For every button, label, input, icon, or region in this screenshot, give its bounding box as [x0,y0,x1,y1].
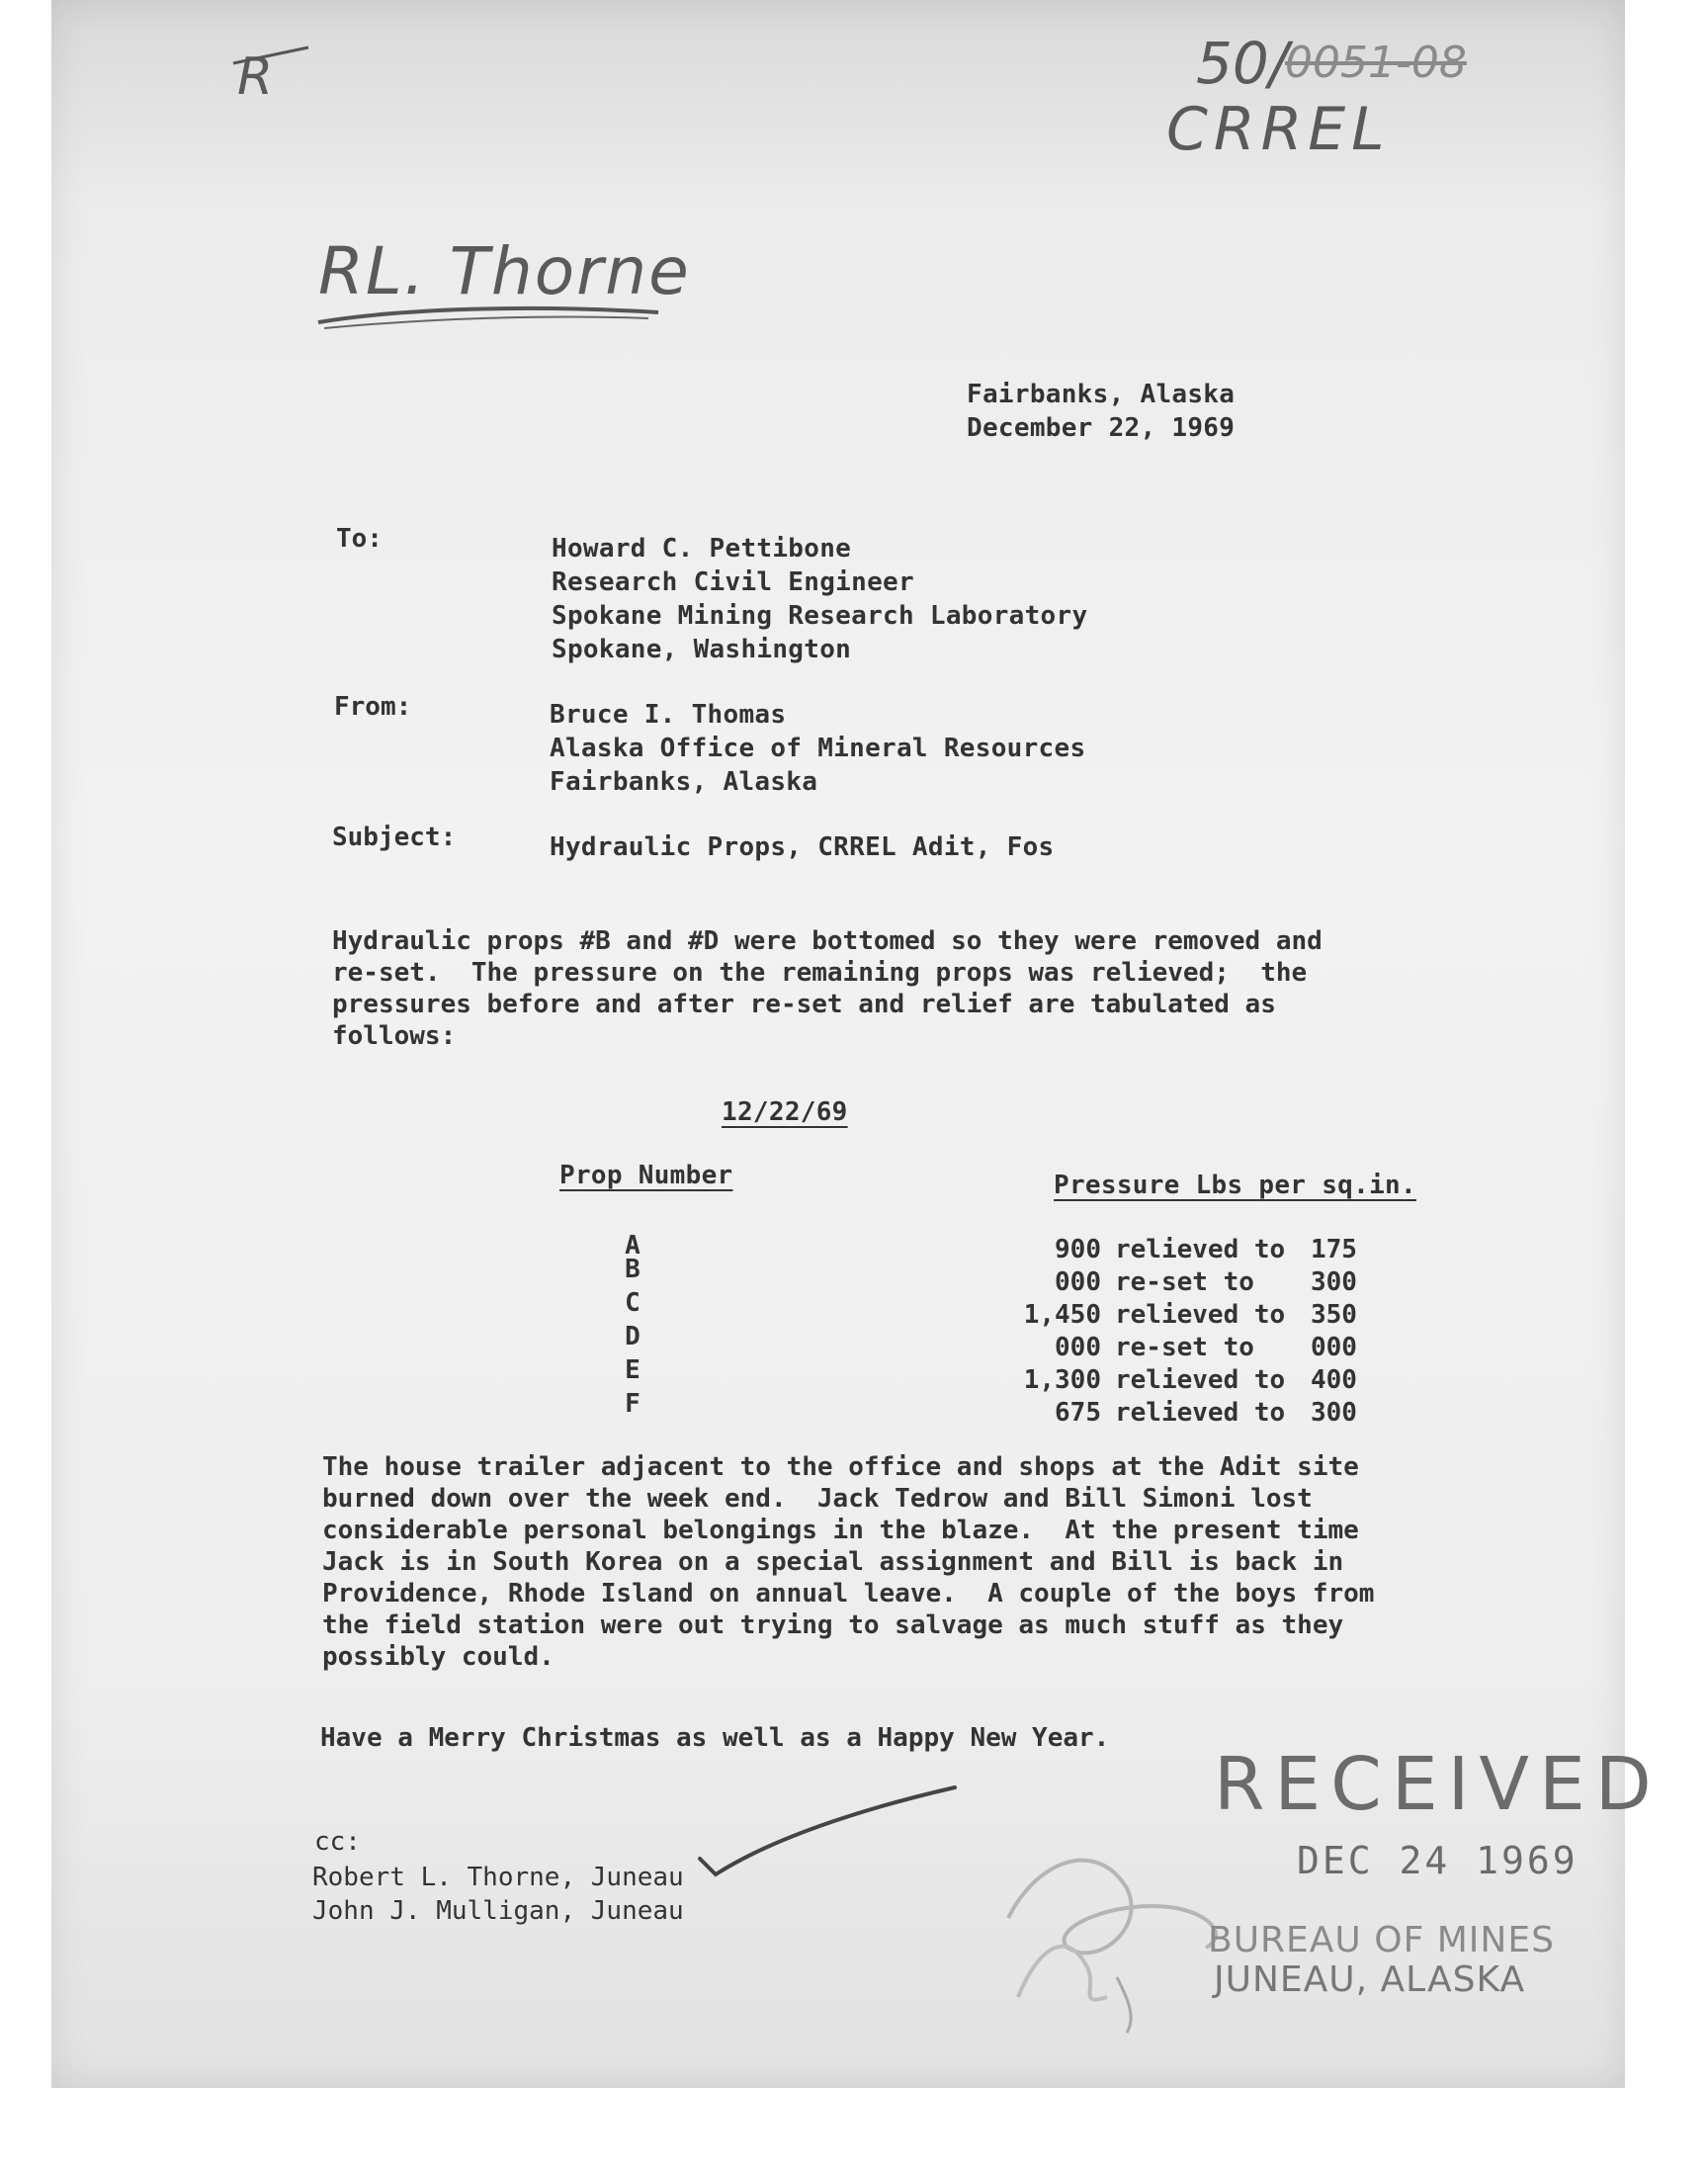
closing-line: Have a Merry Christmas as well as a Happy New Year. [320,1723,1110,1753]
pressure-before: 1,300 [1023,1365,1101,1395]
to-line-3: Spokane Mining Research Laboratory [552,601,1088,631]
prop-letter: F [625,1389,640,1419]
subject-label: Subject: [332,823,457,852]
body-line-5: Providence, Rhode Island on annual leave. A couple of the boys from [322,1579,1375,1609]
cc-label: cc: [314,1827,361,1857]
from-line-3: Fairbanks, Alaska [550,767,818,797]
top-right-reference-number: 50/ [1196,30,1289,97]
to-line-4: Spokane, Washington [552,635,852,664]
prop-letter: D [625,1322,640,1351]
intro-line-1: Hydraulic props #B and #D were bottomed so they were removed and [332,926,1323,956]
table-date: 12/22/69 [722,1097,848,1127]
from-line-2: Alaska Office of Mineral Resources [550,734,1086,763]
prop-letter: C [625,1288,640,1318]
subject-text: Hydraulic Props, CRREL Adit, Fos [550,832,1055,862]
letter-place: Fairbanks, Alaska [967,380,1236,409]
top-left-handwritten-mark: R [237,47,274,107]
pressure-after: 350 [1311,1300,1357,1330]
cc-line-1: Robert L. Thorne, Juneau [312,1863,684,1892]
pressure-after: 400 [1311,1365,1357,1395]
prop-letter: B [625,1255,640,1284]
name-heading-underline [312,297,668,336]
to-label: To: [336,524,383,554]
body-line-6: the field station were out trying to salvage as much stuff as they [322,1610,1344,1640]
faint-signature-scribble [979,1799,1275,2037]
top-right-org-handwritten: CRREL [1166,95,1391,164]
pressure-after: 300 [1311,1267,1357,1297]
intro-line-4: follows: [332,1021,457,1051]
pressure-before: 900 [1055,1235,1101,1264]
table-header-pressure: Pressure Lbs per sq.in. [1054,1171,1416,1200]
pressure-before: 675 [1055,1398,1101,1428]
body-line-7: possibly could. [322,1642,555,1672]
received-stamp-location: JUNEAU, ALASKA [1214,1959,1526,2000]
pressure-action: relieved to [1115,1398,1286,1428]
top-left-mark-stroke [229,42,318,71]
pressure-action: relieved to [1115,1235,1286,1264]
pressure-action: relieved to [1115,1300,1286,1330]
pressure-after: 300 [1311,1398,1357,1428]
pressure-action: re-set to [1115,1333,1254,1362]
from-line-1: Bruce I. Thomas [550,700,787,730]
handwritten-name-heading: RL. Thorne [318,233,691,309]
body-line-2: burned down over the week end. Jack Tedrow and Bill Simoni lost [322,1484,1313,1514]
received-stamp-org: BUREAU OF MINES [1208,1920,1555,1960]
prop-letter: A [625,1231,640,1261]
received-stamp-word: RECEIVED [1214,1742,1662,1827]
prop-letter: E [625,1355,640,1385]
intro-line-3: pressures before and after re-set and relief are tabulated as [332,990,1276,1019]
body-line-3: considerable personal belongings in the blaze. At the present time [322,1516,1359,1545]
top-right-crossed-number: 0051-08 [1285,38,1467,88]
body-line-4: Jack is in South Korea on a special assignment and Bill is back in [322,1547,1344,1577]
pressure-after: 000 [1311,1333,1357,1362]
body-line-1: The house trailer adjacent to the office and shops at the Adit site [322,1452,1359,1482]
pressure-action: re-set to [1115,1267,1254,1297]
to-line-2: Research Civil Engineer [552,567,914,597]
pressure-action: relieved to [1115,1365,1286,1395]
cc-line-2: John J. Mulligan, Juneau [312,1896,684,1926]
pressure-before: 1,450 [1023,1300,1101,1330]
pressure-before: 000 [1055,1267,1101,1297]
pressure-after: 175 [1311,1235,1357,1264]
handwritten-check-mark [692,1780,969,1898]
intro-line-2: re-set. The pressure on the remaining props was relieved; the [332,958,1308,988]
letter-date: December 22, 1969 [967,413,1236,443]
received-stamp-date: DEC 24 1969 [1297,1839,1579,1882]
from-label: From: [334,692,412,722]
pressure-before: 000 [1055,1333,1101,1362]
to-line-1: Howard C. Pettibone [552,534,852,564]
table-header-prop-number: Prop Number [559,1161,733,1190]
